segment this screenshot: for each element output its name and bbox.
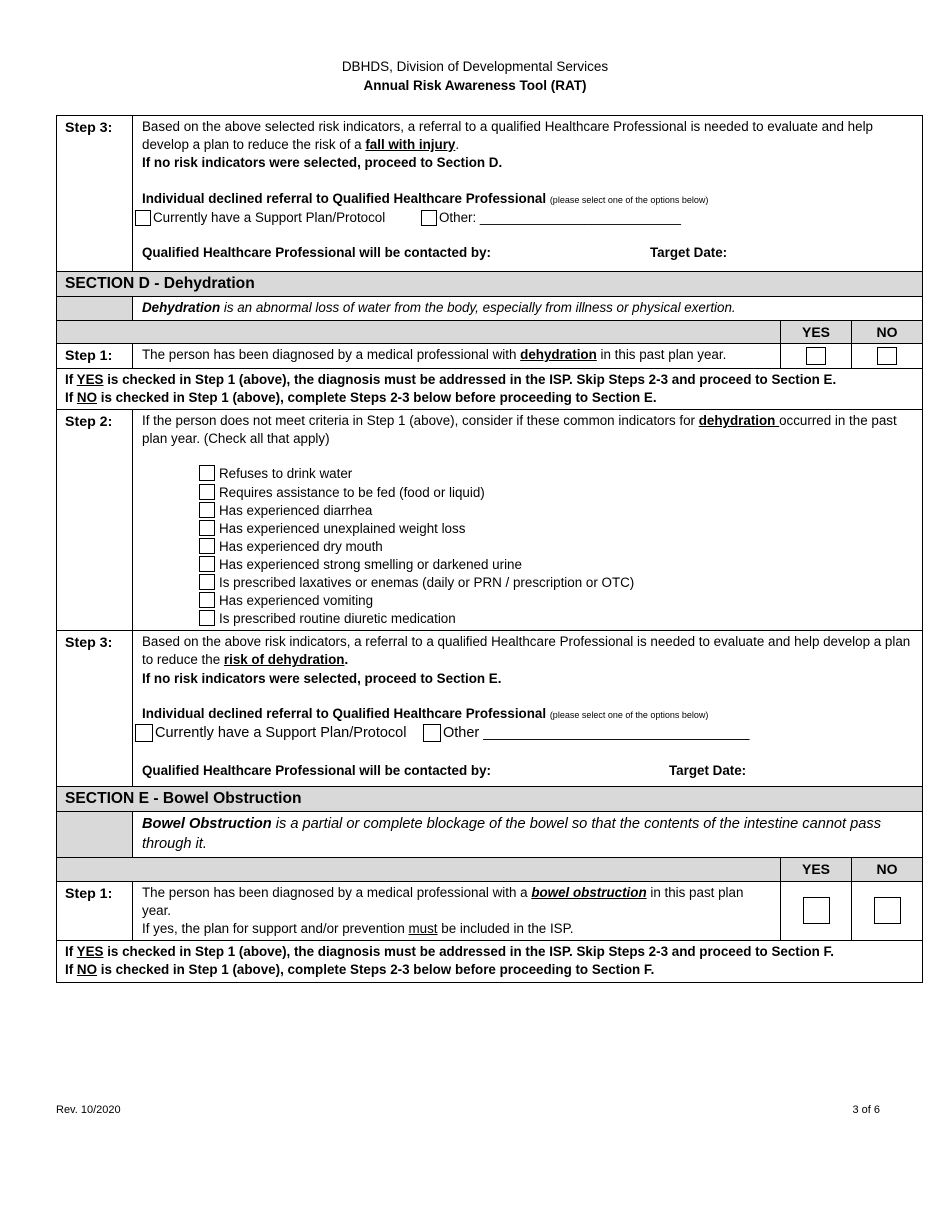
indicator-list	[142, 465, 913, 628]
org-name: DBHDS, Division of Developmental Services	[341, 59, 609, 74]
target-date-label: Target Date:	[650, 245, 728, 261]
section-d-title: SECTION D - Dehydration	[57, 272, 923, 297]
bowel-obstruction-definition: Bowel Obstruction is a partial or complete blockage of the bowel so that the contents of the intestine cannot pass through it.	[133, 812, 923, 858]
dehydration-no-checkbox[interactable]	[877, 347, 897, 365]
section-d-step2-text: If the person does not meet criteria in Step 1 (above), consider if these common indicators for dehydration occurred in the past plan year. (Check all that apply)	[142, 413, 897, 447]
support-plan-checkbox[interactable]	[135, 210, 151, 226]
indicator-checkbox[interactable]	[199, 556, 215, 572]
declined-label: Individual declined referral to Qualified Healthcare Professional	[142, 190, 547, 206]
fall-step3-content: Based on the above selected risk indicators, a referral to a qualified Healthcare Professional is needed to evaluate and help develop a plan to reduce the risk of a fall with injury. If no risk indicators were selected, proceed to Section D. Individual declined referral to Qualified Healthcare Professional (please select one of the options below) Currently have a Support Plan/Protocol Other: ___________________________ Qualified Healthcare Professional will be contacted by: Target Date:	[133, 116, 923, 272]
bowel-no-checkbox[interactable]	[874, 897, 901, 924]
section-e-step1-text: The person has been diagnosed by a medical professional with a bowel obstruction in this past plan year. If yes, the plan for support and/or prevention must be included in the ISP.	[133, 881, 781, 941]
indicator-checkbox[interactable]	[199, 592, 215, 608]
indicator-checkbox[interactable]	[199, 538, 215, 554]
other-checkbox[interactable]	[423, 724, 441, 742]
section-e-instructions: If YES is checked in Step 1 (above), the diagnosis must be addressed in the ISP. Skip Steps 2-3 and proceed to Section F. If NO is checked in Step 1 (above), complete Steps 2-3 below before proceeding to Section F.	[57, 941, 923, 983]
indicator-item: Refuses to drink water	[199, 465, 913, 483]
section-d-step2-row: Step 2: If the person does not meet criteria in Step 1 (above), consider if these common indicators for dehydration occurred in the past plan year. (Check all that apply) Refuses to drink water Requires assistance to be fed (food or liquid) Has experienced diarrhea Has experienced unexplained weight loss Has experienced dry mouth Has experienced strong smelling or darkened urine Is prescribed laxatives or enemas (daily or PRN / prescription or OTC) Has experienced vomiting Is prescribed routine diuretic medication	[57, 410, 923, 631]
indicator-item: Has experienced vomiting	[199, 592, 913, 610]
indicator-item: Requires assistance to be fed (food or liquid)	[199, 484, 913, 502]
page-number: 3 of 6	[852, 1104, 880, 1116]
indicator-checkbox[interactable]	[199, 520, 215, 536]
indicator-checkbox[interactable]	[199, 502, 215, 518]
indicator-item: Has experienced diarrhea	[199, 502, 913, 520]
no-header: NO	[852, 321, 923, 344]
indicator-item: Has experienced unexplained weight loss	[199, 520, 913, 538]
support-plan-checkbox[interactable]	[135, 724, 153, 742]
section-d-step1-row: Step 1: The person has been diagnosed by a medical professional with dehydration in this past plan year.	[57, 344, 923, 368]
indicator-item: Is prescribed routine diuretic medication	[199, 610, 913, 628]
fall-with-injury-term: fall with injury	[365, 137, 456, 153]
section-e-step1-row: Step 1: The person has been diagnosed by a medical professional with a bowel obstruction in this past plan year. If yes, the plan for support and/or prevention must be included in the ISP.	[57, 881, 923, 941]
indicator-checkbox[interactable]	[199, 465, 215, 481]
bowel-yes-checkbox[interactable]	[803, 897, 830, 924]
indicator-item: Has experienced dry mouth	[199, 538, 913, 556]
dehydration-definition: Dehydration is an abnormal loss of water from the body, especially from illness or physical exertion.	[133, 297, 923, 321]
indicator-checkbox[interactable]	[199, 574, 215, 590]
section-d-step3-row: Step 3: Based on the above risk indicators, a referral to a qualified Healthcare Professional is needed to evaluate and help develop a plan to reduce the risk of dehydration. If no risk indicators were selected, proceed to Section E. Individual declined referral to Qualified Healthcare Professional (please select one of the options below) Currently have a Support Plan/Protocol Other _________________________________ Qualified Healthcare Professional will be contacted by: Target Date:	[57, 631, 923, 787]
step-label: Step 3:	[57, 116, 133, 272]
risk-form-table: Step 3: Based on the above selected risk indicators, a referral to a qualified Healthcare Professional is needed to evaluate and help develop a plan to reduce the risk of a fall with injury. If no risk indicators were selected, proceed to Section D. Individual declined referral to Qualified Healthcare Professional (please select one of the options below) Currently have a Support Plan/Protocol Other: ___________________________ Qualified Healthcare Professional will be contacted by: Target Date: SECTION D - Dehydration Dehydration is an abnormal loss of water from the body, especially from illness or physical exertion. YES NO Step 1: The person has been diagnosed by a medical professional with dehydration in this past plan year. If YES is checked in Step 1 (above), the diagnosis must be addressed in the ISP. Skip Steps 2-3 and proceed to Section E. If NO is checked in Step 1 (above), complete Steps 2-3 below before proceeding to Section E. Step 2: If the person does not meet criteria in Step 1 (above), consider if these common indicators for dehydration occurred in the past plan year. (Check all that apply) Refuses to drink water Requires assistance to be fed (food or liquid) Has experienced diarrhea Has experienced unexplained weight loss Has experienced dry mouth Has experienced strong smelling or darkened urine Is prescribed laxatives or enemas (daily or PRN / prescription or OTC) Has experienced vomiting Is prescribed routine diuretic medication Step 3: Based on the above risk indicators, a referral to a qualified Healthcare Professional is needed to evaluate and help develop a plan to reduce the risk of dehydration. If no risk indicators were selected, proceed to Section E. Individual declined referral to Qualified Healthcare Professional (please select one of the options below) Currently have a Support Plan/Protocol Other _________________________________ Qualified Healthcare Professional will be contacted by: Target Date: SECTION E - Bowel Obstruction Bowel Obstruction is a partial or complete blockage of the bowel so that the contents of the intestine cannot pass through it. YES NO Step 1: The person has been diagnosed by a medical professional with a bowel obstruction in this past plan year. If yes, the plan for support and/or prevention must be included in the ISP. If YES is checked in Step 1 (above), the diagnosis must be addressed in the ISP. Skip Steps 2-3 and proceed to Section F. If NO is checked in Step 1 (above), complete Steps 2-3 below before proceeding to Section F.	[56, 115, 923, 983]
contacted-by-label: Qualified Healthcare Professional will be contacted by:	[142, 245, 491, 261]
section-d-step1-text: The person has been diagnosed by a medical professional with dehydration in this past plan year.	[133, 344, 781, 368]
dehydration-yes-checkbox[interactable]	[806, 347, 826, 365]
form-title: Annual Risk Awareness Tool (RAT)	[363, 78, 587, 93]
fall-step3-row	[57, 116, 923, 272]
indicator-item: Is prescribed laxatives or enemas (daily or PRN / prescription or OTC)	[199, 574, 913, 592]
page-header	[0, 57, 950, 95]
yes-header: YES	[781, 321, 852, 344]
revision-date: Rev. 10/2020	[56, 1104, 121, 1116]
other-checkbox[interactable]	[421, 210, 437, 226]
section-e-title: SECTION E - Bowel Obstruction	[57, 787, 923, 812]
indicator-checkbox[interactable]	[199, 610, 215, 626]
section-d-instructions: If YES is checked in Step 1 (above), the diagnosis must be addressed in the ISP. Skip Steps 2-3 and proceed to Section E. If NO is checked in Step 1 (above), complete Steps 2-3 below before proceeding to Section E.	[57, 368, 923, 409]
indicator-item: Has experienced strong smelling or darkened urine	[199, 556, 913, 574]
no-risk-note: If no risk indicators were selected, proceed to Section D.	[142, 155, 503, 171]
indicator-checkbox[interactable]	[199, 484, 215, 500]
